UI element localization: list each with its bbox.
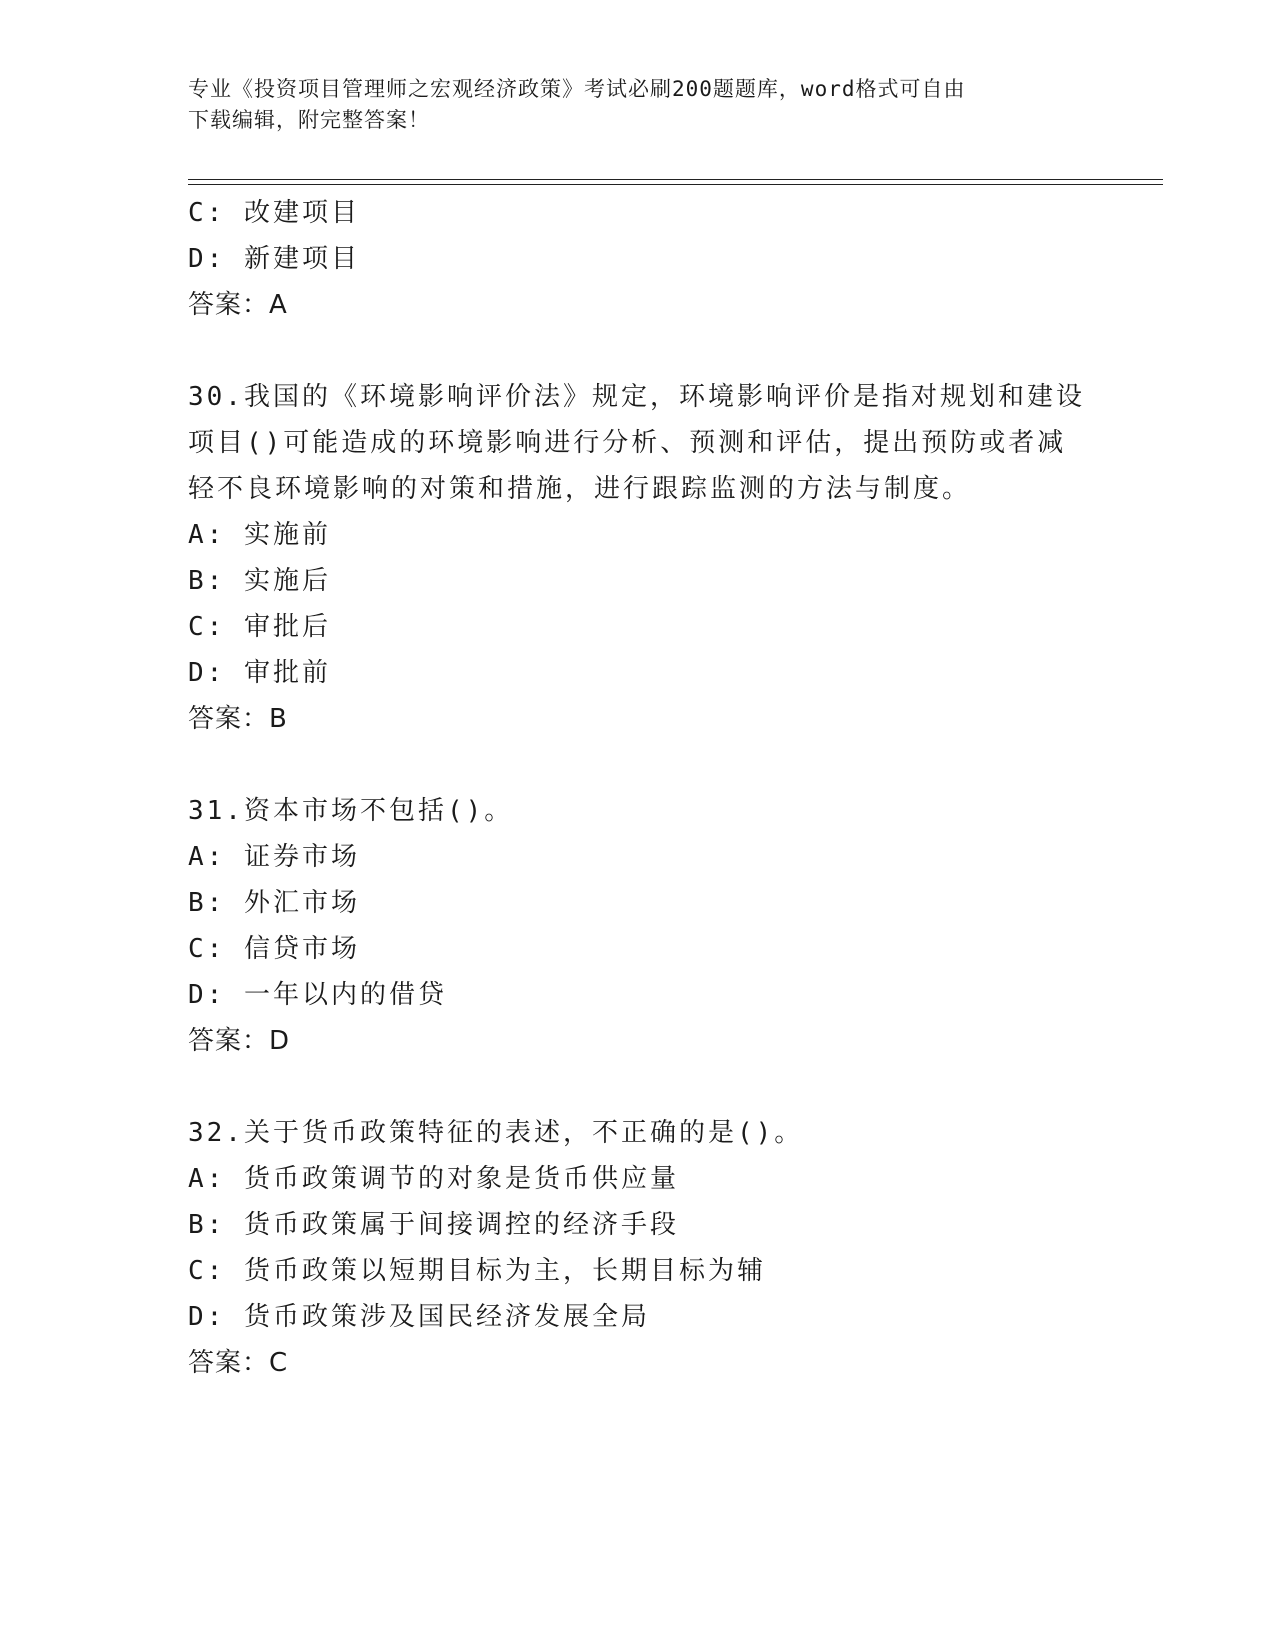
option-c: C: 货币政策以短期目标为主，长期目标为辅 — [188, 1256, 766, 1286]
question-30 — [188, 374, 1088, 742]
option-d: D: 新建项目 — [188, 244, 360, 274]
spacer — [188, 1064, 1088, 1110]
question-31 — [188, 788, 1088, 1064]
spacer — [188, 742, 1088, 788]
page-header — [188, 74, 1088, 136]
option-c: C: 信贷市场 — [188, 934, 360, 964]
question-list — [188, 190, 1088, 1386]
option-a: A: 实施前 — [188, 520, 331, 550]
option-b: B: 货币政策属于间接调控的经济手段 — [188, 1210, 679, 1240]
question-stem-line: 31.资本市场不包括()。 — [188, 796, 514, 826]
option-d: D: 审批前 — [188, 658, 331, 688]
answer-line: 答案：D — [188, 1026, 291, 1056]
option-a: A: 证券市场 — [188, 842, 360, 872]
spacer — [188, 328, 1088, 374]
option-d: D: 货币政策涉及国民经济发展全局 — [188, 1302, 650, 1332]
question-stem-line: 32.关于货币政策特征的表述，不正确的是()。 — [188, 1118, 804, 1148]
header-line-2: 下载编辑，附完整答案！ — [188, 108, 430, 132]
answer-line: 答案：B — [188, 704, 288, 734]
question-stem-line: 30.我国的《环境影响评价法》规定，环境影响评价是指对规划和建设 — [188, 382, 1085, 412]
option-c: C: 改建项目 — [188, 198, 360, 228]
option-a: A: 货币政策调节的对象是货币供应量 — [188, 1164, 679, 1194]
question-stem-line: 项目()可能造成的环境影响进行分析、预测和评估，提出预防或者减 — [188, 428, 1067, 458]
answer-line: 答案：C — [188, 1348, 289, 1378]
question-32 — [188, 1110, 1088, 1386]
option-b: B: 实施后 — [188, 566, 331, 596]
prev-question-tail — [188, 190, 1088, 328]
header-line-1: 专业《投资项目管理师之宏观经济政策》考试必刷200题题库，word格式可自由 — [188, 77, 966, 101]
option-c: C: 审批后 — [188, 612, 331, 642]
option-d: D: 一年以内的借贷 — [188, 980, 447, 1010]
header-divider — [188, 179, 1163, 185]
question-stem-line: 轻不良环境影响的对策和措施，进行跟踪监测的方法与制度。 — [188, 474, 972, 504]
option-b: B: 外汇市场 — [188, 888, 360, 918]
answer-line: 答案：A — [188, 290, 288, 320]
